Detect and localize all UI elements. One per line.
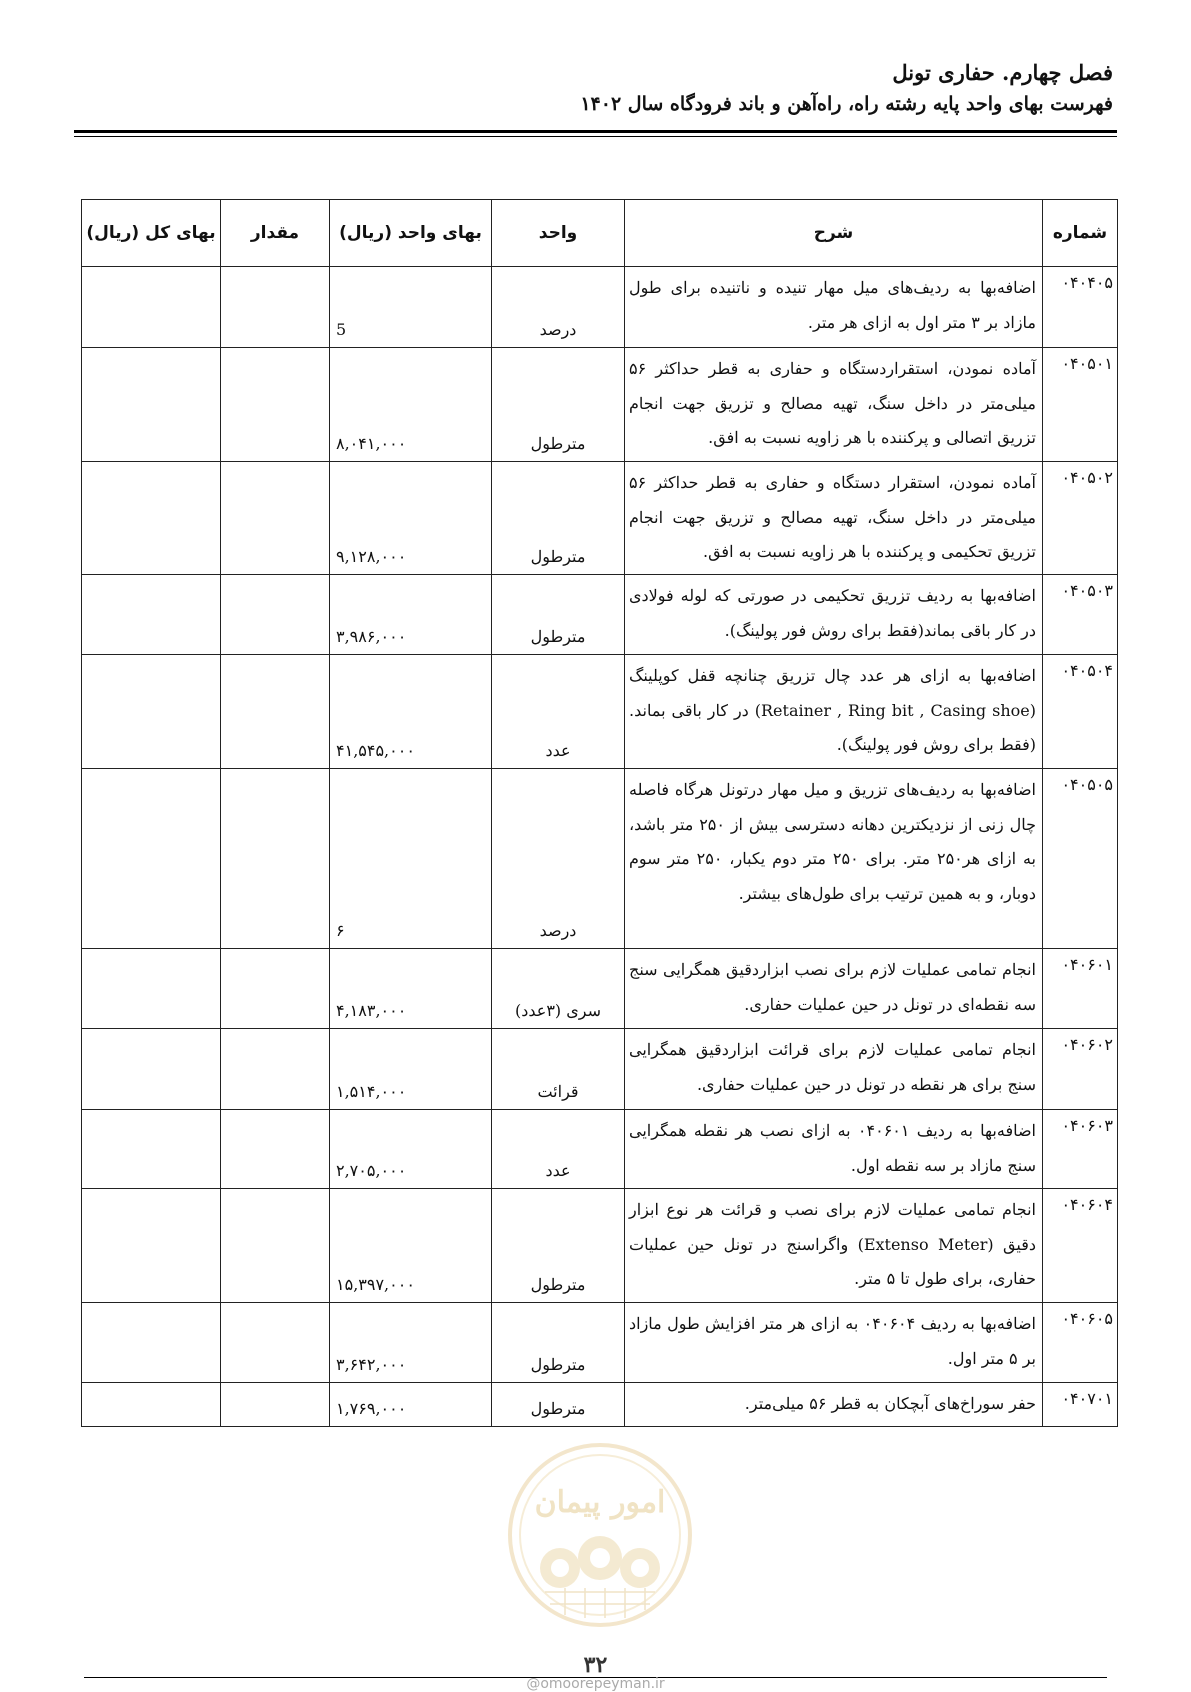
item-unit-price: ۹,۱۲۸,۰۰۰ [330, 462, 492, 575]
watermark-outer-ring [510, 1445, 690, 1625]
watermark-inner-ring [520, 1455, 680, 1615]
table-header-row [82, 200, 1118, 267]
table-row [82, 348, 1118, 462]
item-unit-price: ۲,۷۰۵,۰۰۰ [330, 1110, 492, 1189]
page-number: ۳۲ [583, 1652, 608, 1678]
table-row [82, 769, 1118, 949]
item-quantity [221, 949, 330, 1029]
item-unit: مترطول [492, 348, 625, 462]
item-code: ۰۴۰۶۰۵ [1043, 1303, 1118, 1383]
item-quantity [221, 1110, 330, 1189]
page-header [78, 58, 1113, 120]
item-unit: مترطول [492, 462, 625, 575]
gear-hole-icon [631, 1559, 649, 1577]
item-unit: درصد [492, 267, 625, 348]
item-code: ۰۴۰۶۰۲ [1043, 1029, 1118, 1110]
header-rule-thick [74, 130, 1117, 133]
item-quantity [221, 655, 330, 769]
item-unit-price: ۳,۹۸۶,۰۰۰ [330, 575, 492, 655]
watermark-grid [545, 1588, 655, 1618]
price-list-title: فهرست بهای واحد پایه رشته راه، راه‌آهن و باند فرودگاه سال ۱۴۰۲ [580, 93, 1113, 115]
header-code: شماره [1043, 200, 1118, 267]
item-unit: عدد [492, 655, 625, 769]
item-unit-price: ۱,۵۱۴,۰۰۰ [330, 1029, 492, 1110]
header-total-price: بهای کل (ریال) [82, 200, 221, 267]
item-unit-price: 5 [330, 267, 492, 348]
item-description: آماده نمودن، استقراردستگاه و حفاری به قطر حداکثر ۵۶ میلی‌متر در داخل سنگ، تهیه مصالح و تزریق جهت انجام تزریق اتصالی و پرکننده با هر زاویه نسبت به افق. [625, 348, 1043, 462]
item-total-price [82, 575, 221, 655]
table-row [82, 1383, 1118, 1427]
item-unit: مترطول [492, 1189, 625, 1303]
item-total-price [82, 655, 221, 769]
item-quantity [221, 1189, 330, 1303]
item-code: ۰۴۰۶۰۳ [1043, 1110, 1118, 1189]
item-description: اضافه‌بها به ردیف ۰۴۰۶۰۱ به ازای نصب هر نقطه همگرایی سنج مازاد بر سه نقطه اول. [625, 1110, 1043, 1189]
header-unit-price: بهای واحد (ریال) [330, 200, 492, 267]
item-quantity [221, 575, 330, 655]
item-quantity [221, 348, 330, 462]
item-quantity [221, 1383, 330, 1427]
item-total-price [82, 1029, 221, 1110]
item-description: اضافه‌بها به ازای هر عدد چال تزریق چنانچه قفل کوپلینگ (Retainer , Ring bit , Casing shoe) در کار باقی بماند. (فقط برای روش فور پولینگ). [625, 655, 1043, 769]
item-unit-price: ۶ [330, 769, 492, 949]
table-row [82, 1110, 1118, 1189]
header-unit: واحد [492, 200, 625, 267]
item-quantity [221, 1303, 330, 1383]
item-description: انجام تمامی عملیات لازم برای قرائت ابزاردقیق همگرایی سنج برای هر نقطه در تونل در حین عملیات حفاری. [625, 1029, 1043, 1110]
item-unit: قرائت [492, 1029, 625, 1110]
gear-hole-icon [590, 1548, 610, 1568]
item-description: اضافه‌بها به ردیف ۰۴۰۶۰۴ به ازای هر متر افزایش طول مازاد بر ۵ متر اول. [625, 1303, 1043, 1383]
item-total-price [82, 769, 221, 949]
table-row [82, 1189, 1118, 1303]
footer-site-strip [0, 1676, 1191, 1692]
table-row [82, 575, 1118, 655]
item-code: ۰۴۰۶۰۱ [1043, 949, 1118, 1029]
item-code: ۰۴۰۷۰۱ [1043, 1383, 1118, 1427]
item-code: ۰۴۰۵۰۴ [1043, 655, 1118, 769]
item-code: ۰۴۰۴۰۵ [1043, 267, 1118, 348]
item-code: ۰۴۰۵۰۲ [1043, 462, 1118, 575]
item-description: حفر سوراخ‌های آبچکان به قطر ۵۶ میلی‌متر. [625, 1383, 1043, 1427]
item-quantity [221, 462, 330, 575]
item-unit-price: ۱۵,۳۹۷,۰۰۰ [330, 1189, 492, 1303]
item-quantity [221, 267, 330, 348]
item-unit: عدد [492, 1110, 625, 1189]
table-row [82, 655, 1118, 769]
chapter-title: فصل چهارم. حفاری تونل [892, 60, 1113, 85]
table-row [82, 267, 1118, 348]
item-total-price [82, 1189, 221, 1303]
item-description: اضافه‌بها به ردیف‌های میل مهار تنیده و ناتنیده برای طول مازاد بر ۳ متر اول به ازای هر متر. [625, 267, 1043, 348]
item-unit: درصد [492, 769, 625, 949]
item-total-price [82, 1303, 221, 1383]
item-total-price [82, 462, 221, 575]
item-description: اضافه‌بها به ردیف‌های تزریق و میل مهار درتونل هرگاه فاصله چال زنی از نزدیکترین دهانه دسترسی بیش از ۲۵۰ متر باشد، به ازای هر۲۵۰ متر. برای ۲۵۰ متر دوم یکبار، ۲۵۰ متر سوم دوبار، و به همین ترتیب برای طول‌های بیشتر. [625, 769, 1043, 949]
item-total-price [82, 1383, 221, 1427]
item-code: ۰۴۰۶۰۴ [1043, 1189, 1118, 1303]
item-unit: مترطول [492, 1383, 625, 1427]
table-row [82, 462, 1118, 575]
item-quantity [221, 769, 330, 949]
watermark-text: امور پیمان [534, 1485, 666, 1520]
price-table [81, 199, 1118, 1427]
item-unit-price: ۱,۷۶۹,۰۰۰ [330, 1383, 492, 1427]
item-total-price [82, 267, 221, 348]
gear-hole-icon [551, 1559, 569, 1577]
header-description: شرح [625, 200, 1043, 267]
item-unit: مترطول [492, 575, 625, 655]
item-total-price [82, 348, 221, 462]
item-description: اضافه‌بها به ردیف تزریق تحکیمی در صورتی که لوله فولادی در کار باقی بماند(فقط برای روش فور پولینگ). [625, 575, 1043, 655]
item-unit: سری (۳عدد) [492, 949, 625, 1029]
item-code: ۰۴۰۵۰۳ [1043, 575, 1118, 655]
watermark-site: @omoorepeyman.ir [526, 1676, 665, 1692]
item-unit-price: ۸,۰۴۱,۰۰۰ [330, 348, 492, 462]
item-code: ۰۴۰۵۰۵ [1043, 769, 1118, 949]
watermark-logo [505, 1440, 695, 1630]
item-description: انجام تمامی عملیات لازم برای نصب ابزاردقیق همگرایی سنج سه نقطه‌ای در تونل در حین عملیات حفاری. [625, 949, 1043, 1029]
header-rule-thin [74, 136, 1117, 137]
header-quantity: مقدار [221, 200, 330, 267]
table-row [82, 1303, 1118, 1383]
item-unit-price: ۳,۶۴۲,۰۰۰ [330, 1303, 492, 1383]
item-description: انجام تمامی عملیات لازم برای نصب و قرائت هر نوع ابزار دقیق (Extenso Meter) واگراسنج در تونل حین عملیات حفاری، برای طول تا ۵ متر. [625, 1189, 1043, 1303]
item-quantity [221, 1029, 330, 1110]
table-row [82, 1029, 1118, 1110]
item-unit: مترطول [492, 1303, 625, 1383]
item-code: ۰۴۰۵۰۱ [1043, 348, 1118, 462]
item-description: آماده نمودن، استقرار دستگاه و حفاری به قطر حداکثر ۵۶ میلی‌متر در داخل سنگ، تهیه مصالح و تزریق جهت انجام تزریق تحکیمی و پرکننده با هر زاویه نسبت به افق. [625, 462, 1043, 575]
item-unit-price: ۴,۱۸۳,۰۰۰ [330, 949, 492, 1029]
item-total-price [82, 949, 221, 1029]
item-unit-price: ۴۱,۵۴۵,۰۰۰ [330, 655, 492, 769]
table-row [82, 949, 1118, 1029]
item-total-price [82, 1110, 221, 1189]
